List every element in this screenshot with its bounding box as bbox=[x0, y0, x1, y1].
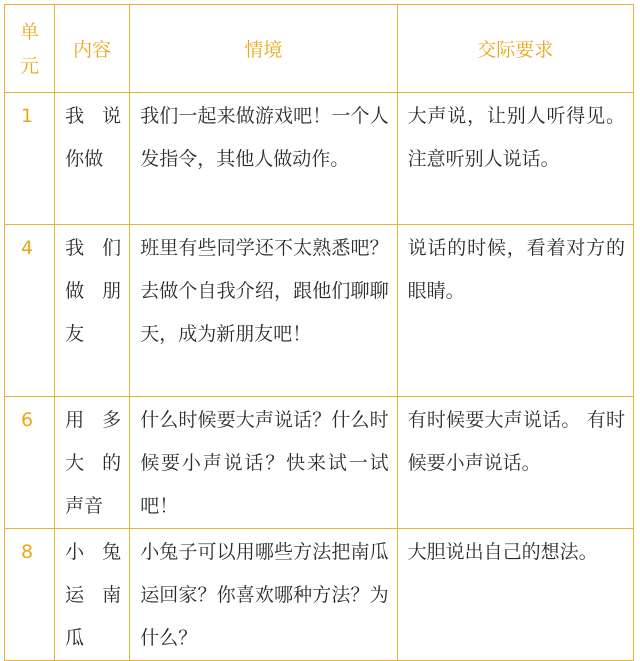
situation-cell: 什么时候要大声说话？什么时候要小声说话？快来试一试吧！ bbox=[130, 397, 397, 529]
header-requirements: 交际要求 bbox=[397, 5, 633, 93]
situation-cell: 我们一起来做游戏吧！一个人发指令，其他人做动作。 bbox=[130, 93, 397, 225]
unit-number: 1 bbox=[5, 93, 55, 225]
table-row bbox=[5, 225, 634, 397]
header-row bbox=[5, 5, 634, 93]
situation-cell: 小兔子可以用哪些方法把南瓜运回家？你喜欢哪种方法？为什么？ bbox=[130, 529, 397, 661]
table-row bbox=[5, 397, 634, 529]
header-content: 内容 bbox=[55, 5, 130, 93]
table-row bbox=[5, 93, 634, 225]
table-row bbox=[5, 529, 634, 661]
requirements-cell: 大声说，让别人听得见。 注意听别人说话。 bbox=[397, 93, 633, 225]
requirements-cell: 说话的时候，看着对方的眼睛。 bbox=[397, 225, 633, 397]
unit-number: 4 bbox=[5, 225, 55, 397]
header-unit: 单元 bbox=[5, 5, 55, 93]
communication-activity-table bbox=[4, 4, 634, 661]
requirements-cell: 有时候要大声说话。 有时候要小声说话。 bbox=[397, 397, 633, 529]
content-cell: 用 多 大 的 声音 bbox=[55, 397, 130, 529]
situation-cell: 班里有些同学还不太熟悉吧？去做个自我介绍，跟他们聊聊天，成为新朋友吧！ bbox=[130, 225, 397, 397]
header-situation: 情境 bbox=[130, 5, 397, 93]
content-cell: 我 们 做 朋 友 bbox=[55, 225, 130, 397]
unit-number: 6 bbox=[5, 397, 55, 529]
content-cell: 我 说 你做 bbox=[55, 93, 130, 225]
requirements-cell: 大胆说出自己的想法。 bbox=[397, 529, 633, 661]
unit-number: 8 bbox=[5, 529, 55, 661]
content-cell: 小 兔 运 南 瓜 bbox=[55, 529, 130, 661]
